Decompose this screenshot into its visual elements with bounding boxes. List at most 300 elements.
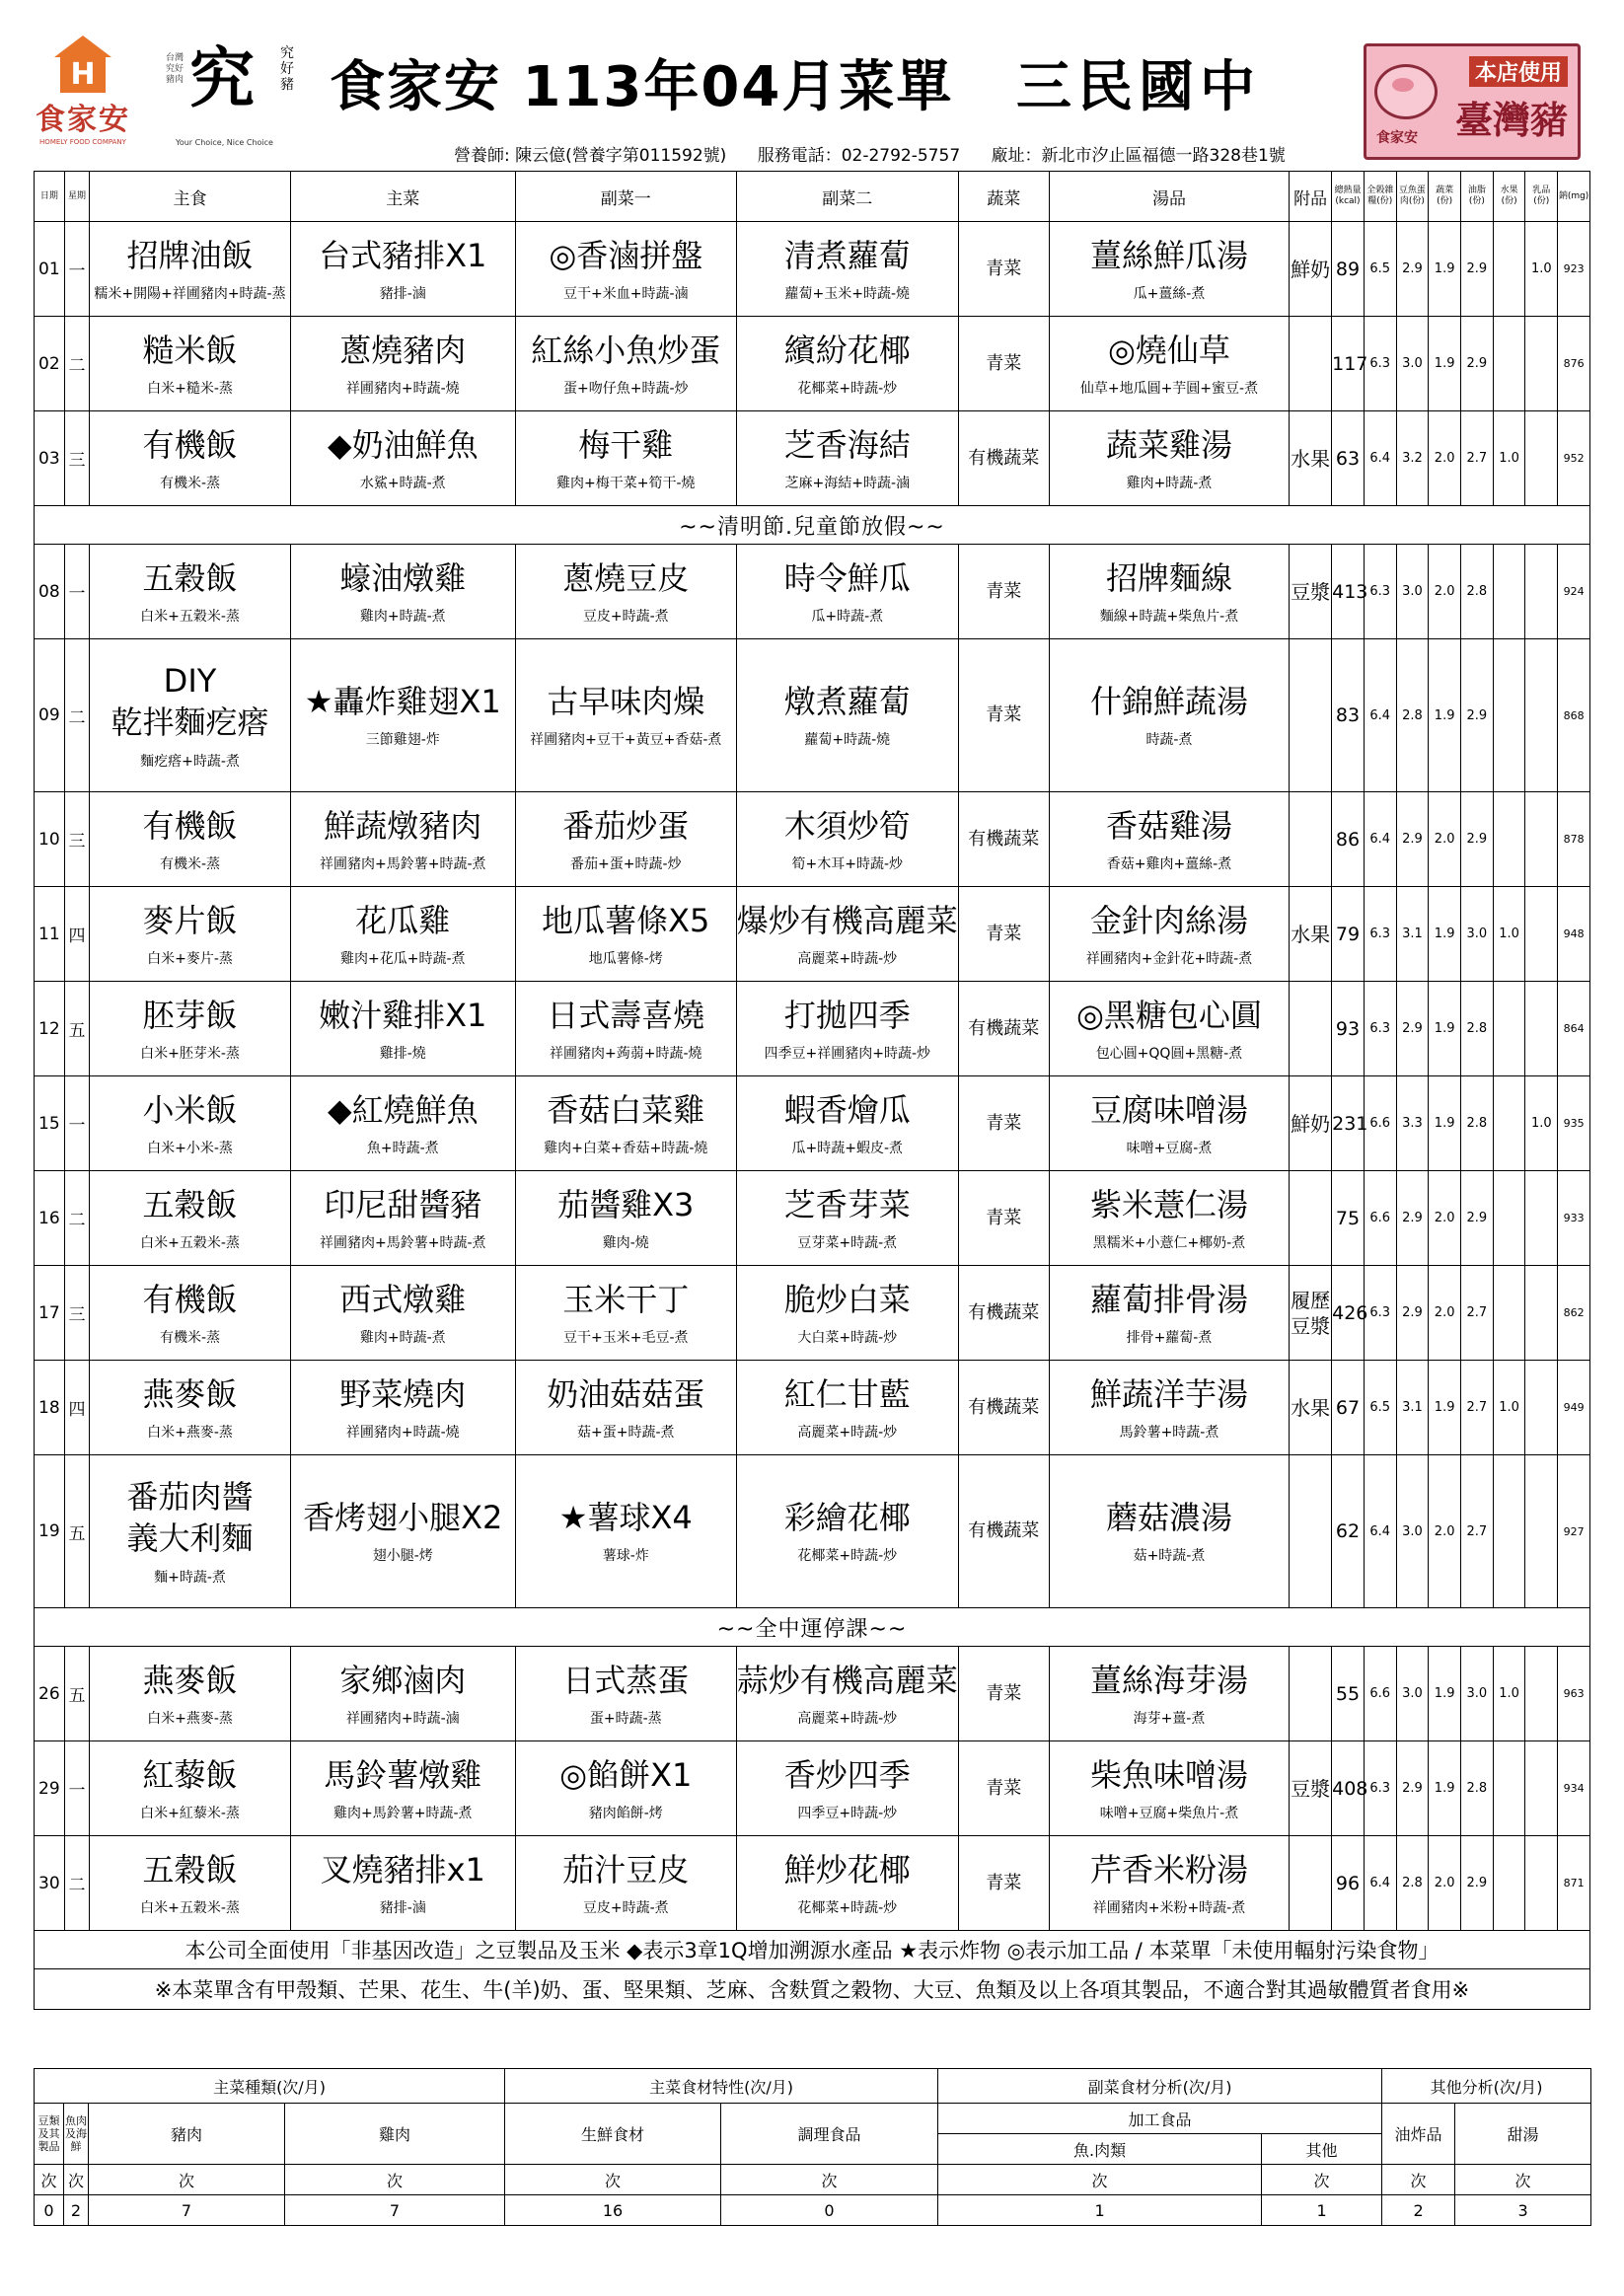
- side1-dish: 茄醬雞X3: [557, 1185, 695, 1223]
- row-soup: [1049, 1076, 1289, 1171]
- menu-day-row: [35, 887, 1590, 982]
- main-dish: 蔥燒豬肉: [339, 331, 467, 369]
- row-side2: [736, 887, 958, 982]
- summary-fried: 油炸品: [1382, 2104, 1455, 2165]
- row-nutrient: 1.0: [1525, 222, 1558, 317]
- row-vegetable: 青菜: [958, 1647, 1049, 1741]
- row-nutrient: [1525, 411, 1558, 506]
- row-main: [290, 545, 515, 639]
- row-nutrient: 6.6: [1364, 1647, 1396, 1741]
- row-nutrient: 2.9: [1461, 792, 1494, 887]
- soup-dish: 蘑菇濃湯: [1105, 1499, 1232, 1536]
- row-sodium: 862: [1558, 1266, 1590, 1361]
- col-vegs: 蔬菜(份): [1429, 172, 1461, 222]
- main-dish: ★轟炸雞翅X1: [304, 683, 501, 720]
- row-date: 15: [35, 1076, 65, 1171]
- row-weekday: 五: [64, 982, 90, 1076]
- col-oil: 油脂(份): [1461, 172, 1494, 222]
- summary-value: 7: [89, 2195, 285, 2226]
- row-nutrient: 2.9: [1396, 792, 1429, 887]
- row-nutrient: [1525, 1647, 1558, 1741]
- row-side1: [515, 1836, 736, 1931]
- soup-ingredients: 包心圓+QQ圓+黑糖-煮: [1095, 1045, 1243, 1062]
- brand-side-text: 台灣究好豬肉: [166, 53, 185, 85]
- row-nutrient: [1493, 982, 1525, 1076]
- row-weekday: 二: [64, 1171, 90, 1266]
- side1-dish: 古早味肉燥: [547, 683, 705, 720]
- row-weekday: 二: [64, 317, 90, 411]
- soup-ingredients: 雞肉+時蔬-煮: [1126, 475, 1213, 491]
- row-kcal: 426: [1332, 1266, 1365, 1361]
- main-dish: 野菜燒肉: [339, 1374, 467, 1413]
- summary-value: 1: [1262, 2195, 1382, 2226]
- row-vegetable: 有機蔬菜: [958, 411, 1049, 506]
- summary-unit: 次: [285, 2165, 505, 2195]
- row-nutrient: 3.0: [1396, 1647, 1429, 1741]
- summary-dessert: 甜湯: [1455, 2104, 1591, 2165]
- row-soup: [1049, 792, 1289, 887]
- row-sodium: 963: [1558, 1647, 1590, 1741]
- menu-day-row: [35, 1836, 1590, 1931]
- row-nutrient: 1.9: [1429, 887, 1461, 982]
- row-extra: 豆漿: [1290, 1741, 1332, 1836]
- row-nutrient: 3.3: [1396, 1076, 1429, 1171]
- footer-note-2: ※本菜單含有甲殼類、芒果、花生、牛(羊)奶、蛋、堅果類、芝麻、含麩質之穀物、大豆、魚類及以上各項其製品，不適合對其過敏體質者食用※: [35, 1969, 1590, 2010]
- row-extra: [1290, 792, 1332, 887]
- row-side1: [515, 1741, 736, 1836]
- menu-day-row: [35, 222, 1590, 317]
- row-nutrient: 2.8: [1461, 545, 1494, 639]
- row-nutrient: 2.9: [1396, 1171, 1429, 1266]
- row-date: 17: [35, 1266, 65, 1361]
- menu-day-row: [35, 982, 1590, 1076]
- row-nutrient: 1.0: [1493, 1647, 1525, 1741]
- row-date: 11: [35, 887, 65, 982]
- column-headers: [35, 172, 1590, 222]
- row-staple: [90, 1171, 291, 1266]
- row-main: [290, 317, 515, 411]
- soup-dish: ◎黑糖包心圓: [1076, 996, 1262, 1034]
- main-ingredients: 祥圃豬肉+馬鈴薯+時蔬-煮: [320, 855, 486, 872]
- row-nutrient: 2.0: [1429, 1836, 1461, 1931]
- row-nutrient: 6.4: [1364, 1836, 1396, 1931]
- row-nutrient: 2.9: [1461, 222, 1494, 317]
- staple-ingredients: 白米+燕麥-蒸: [147, 1424, 233, 1441]
- row-sodium: 927: [1558, 1455, 1590, 1608]
- row-sodium: 935: [1558, 1076, 1590, 1171]
- row-nutrient: [1493, 1836, 1525, 1931]
- side1-dish: 地瓜薯條X5: [542, 901, 710, 939]
- col-soup: 湯品: [1049, 172, 1289, 222]
- row-staple: [90, 1455, 291, 1608]
- row-soup: [1049, 1455, 1289, 1608]
- side2-ingredients: 花椰菜+時蔬-炒: [797, 1899, 898, 1916]
- side1-ingredients: 蛋+時蔬-蒸: [589, 1710, 662, 1727]
- row-nutrient: [1493, 545, 1525, 639]
- row-nutrient: 2.7: [1461, 1361, 1494, 1455]
- row-kcal: 93: [1332, 982, 1365, 1076]
- row-nutrient: [1525, 1266, 1558, 1361]
- side1-dish: 奶油菇菇蛋: [547, 1374, 705, 1413]
- soup-ingredients: 馬鈴薯+時蔬-煮: [1119, 1424, 1219, 1441]
- staple-ingredients: 白米+燕麥-蒸: [147, 1710, 233, 1727]
- main-ingredients: 三節雞翅-炸: [365, 732, 440, 748]
- side2-dish: 繽紛花椰: [783, 331, 911, 369]
- row-extra: [1290, 982, 1332, 1076]
- main-ingredients: 翅小腿-烤: [372, 1548, 433, 1564]
- row-vegetable: 青菜: [958, 639, 1049, 792]
- side2-dish: 木須炒筍: [783, 806, 911, 845]
- side1-ingredients: 菇+蛋+時蔬-煮: [577, 1424, 675, 1441]
- row-nutrient: 1.0: [1493, 411, 1525, 506]
- summary-unit: 次: [938, 2165, 1262, 2195]
- row-nutrient: [1525, 1171, 1558, 1266]
- row-date: 19: [35, 1455, 65, 1608]
- row-vegetable: 青菜: [958, 887, 1049, 982]
- row-weekday: 三: [64, 1266, 90, 1361]
- row-nutrient: 2.9: [1396, 222, 1429, 317]
- row-date: 10: [35, 792, 65, 887]
- row-nutrient: 2.7: [1461, 411, 1494, 506]
- row-date: 26: [35, 1647, 65, 1741]
- side2-ingredients: 芝麻+海結+時蔬-滷: [784, 475, 911, 491]
- summary-unit: 次: [89, 2165, 285, 2195]
- col-main: 主菜: [290, 172, 515, 222]
- summary-value: 16: [505, 2195, 721, 2226]
- row-side1: [515, 1266, 736, 1361]
- side1-dish: ◎香滷拼盤: [549, 236, 703, 274]
- row-nutrient: 2.0: [1429, 792, 1461, 887]
- row-nutrient: [1493, 1171, 1525, 1266]
- main-dish: ◆奶油鮮魚: [327, 425, 479, 464]
- row-nutrient: 2.9: [1396, 1266, 1429, 1361]
- staple-ingredients: 麵+時蔬-煮: [154, 1570, 226, 1586]
- row-nutrient: [1493, 222, 1525, 317]
- staple-dish: 五穀飯: [142, 1185, 238, 1223]
- col-weekday: 星期: [64, 172, 90, 222]
- footer-note-1: 本公司全面使用「非基因改造」之豆製品及玉米 ◆表示3章1Q增加溯源水產品 ★表示炸物 ◎表示加工品 / 本菜單「未使用輻射污染食物」: [35, 1931, 1590, 1969]
- row-nutrient: 1.9: [1429, 1741, 1461, 1836]
- row-nutrient: 3.2: [1396, 411, 1429, 506]
- side2-ingredients: 蘿蔔+時蔬-燒: [804, 732, 891, 748]
- side1-ingredients: 番茄+蛋+時蔬-炒: [570, 855, 682, 872]
- row-nutrient: 2.0: [1429, 411, 1461, 506]
- side1-dish: 番茄炒蛋: [562, 806, 690, 845]
- summary-fishmeat: 魚.肉類: [938, 2134, 1262, 2165]
- soup-dish: 薑絲海芽湯: [1089, 1661, 1248, 1699]
- summary-value: 2: [64, 2195, 89, 2226]
- staple-line: 義大利麵: [126, 1519, 254, 1557]
- row-staple: [90, 1361, 291, 1455]
- summary-values: [35, 2195, 1591, 2226]
- side1-ingredients: 豆皮+時蔬-煮: [582, 608, 669, 625]
- staple-ingredients: 有機米-蒸: [159, 855, 221, 872]
- row-vegetable: 青菜: [958, 1171, 1049, 1266]
- main-ingredients: 豬排-滷: [379, 1899, 426, 1916]
- row-nutrient: 1.9: [1429, 317, 1461, 411]
- staple-dish: 燕麥飯: [142, 1661, 238, 1699]
- row-nutrient: 2.0: [1429, 1171, 1461, 1266]
- row-extra: 水果: [1290, 1361, 1332, 1455]
- main-dish: 馬鈴薯燉雞: [324, 1755, 482, 1794]
- main-ingredients: 雞肉+時蔬-煮: [359, 1329, 446, 1346]
- row-nutrient: 2.0: [1429, 1266, 1461, 1361]
- side2-dish: 時令鮮瓜: [783, 558, 911, 597]
- summary-prepared: 調理食品: [721, 2104, 938, 2165]
- menu-day-row: [35, 411, 1590, 506]
- soup-ingredients: 仙草+地瓜圓+芋圓+蜜豆-煮: [1079, 380, 1259, 397]
- row-side2: [736, 1076, 958, 1171]
- main-ingredients: 雞肉+花瓜+時蔬-煮: [340, 950, 466, 967]
- row-main: [290, 222, 515, 317]
- main-dish: 西式燉雞: [339, 1280, 467, 1318]
- side1-dish: 茄汁豆皮: [562, 1850, 690, 1889]
- main-dish: 印尼甜醬豬: [324, 1185, 482, 1223]
- row-extra: [1290, 1455, 1332, 1608]
- summary-group-ingredient: 主菜食材特性(次/月): [505, 2069, 938, 2104]
- row-side1: [515, 545, 736, 639]
- row-side2: [736, 1171, 958, 1266]
- soup-dish: ◎燒仙草: [1108, 331, 1230, 369]
- badge-logo: 食家安: [1376, 130, 1418, 146]
- row-date: 29: [35, 1741, 65, 1836]
- summary-table: [34, 2068, 1591, 2226]
- row-soup: [1049, 887, 1289, 982]
- row-side1: [515, 411, 736, 506]
- summary-value: 7: [285, 2195, 505, 2226]
- main-dish: 蠔油燉雞: [339, 558, 467, 597]
- row-soup: [1049, 1741, 1289, 1836]
- row-side1: [515, 1076, 736, 1171]
- taiwan-pork-badge: [1364, 43, 1581, 160]
- row-extra: [1290, 1836, 1332, 1931]
- side2-ingredients: 高麗菜+時蔬-炒: [797, 950, 898, 967]
- side2-dish: 蒜炒有機高麗菜: [736, 1661, 958, 1699]
- row-nutrient: 3.1: [1396, 1361, 1429, 1455]
- row-nutrient: [1525, 792, 1558, 887]
- row-soup: [1049, 1266, 1289, 1361]
- pig-icon: [1374, 64, 1438, 119]
- main-dish: 嫩汁雞排X1: [319, 996, 487, 1034]
- summary-value: 0: [35, 2195, 64, 2226]
- staple-ingredients: 白米+小米-蒸: [147, 1140, 233, 1156]
- row-nutrient: 1.9: [1429, 639, 1461, 792]
- soup-dish: 紫米薏仁湯: [1089, 1185, 1248, 1223]
- row-nutrient: 2.7: [1461, 1266, 1494, 1361]
- row-nutrient: 1.0: [1525, 1076, 1558, 1171]
- row-soup: [1049, 639, 1289, 792]
- side1-ingredients: 雞肉+梅干菜+筍干-燒: [556, 475, 696, 491]
- main-ingredients: 雞肉+馬鈴薯+時蔬-煮: [333, 1805, 473, 1821]
- soup-ingredients: 黑糯米+小薏仁+椰奶-煮: [1092, 1234, 1246, 1251]
- soup-ingredients: 菇+時蔬-煮: [1133, 1548, 1206, 1564]
- company-logo: H 食家安 HOMELY FOOD COMPANY: [34, 36, 132, 152]
- row-soup: [1049, 222, 1289, 317]
- staple-dish: [90, 660, 290, 743]
- row-side2: [736, 545, 958, 639]
- row-nutrient: [1493, 1266, 1525, 1361]
- menu-day-row: [35, 639, 1590, 792]
- summary-unit: 次: [1382, 2165, 1455, 2195]
- col-dairy: 乳品(份): [1525, 172, 1558, 222]
- side1-ingredients: 豆干+玉米+毛豆-煮: [563, 1329, 689, 1346]
- row-staple: [90, 887, 291, 982]
- row-vegetable: 有機蔬菜: [958, 792, 1049, 887]
- menu-day-row: [35, 1076, 1590, 1171]
- side2-ingredients: 花椰菜+時蔬-炒: [797, 380, 898, 397]
- row-nutrient: 2.9: [1461, 1171, 1494, 1266]
- side2-dish: 鮮炒花椰: [783, 1850, 911, 1889]
- row-staple: [90, 792, 291, 887]
- row-vegetable: 有機蔬菜: [958, 1266, 1049, 1361]
- holiday-banner: ~~全中運停課~~: [35, 1608, 1590, 1647]
- row-staple: [90, 222, 291, 317]
- row-staple: [90, 317, 291, 411]
- row-nutrient: 6.3: [1364, 887, 1396, 982]
- staple-ingredients: 有機米-蒸: [159, 475, 221, 491]
- main-dish: 花瓜雞: [355, 901, 451, 939]
- summary-processed: 加工食品: [938, 2104, 1382, 2134]
- row-sodium: 871: [1558, 1836, 1590, 1931]
- row-nutrient: 3.1: [1396, 887, 1429, 982]
- staple-ingredients: 白米+糙米-蒸: [147, 380, 233, 397]
- side1-ingredients: 蛋+吻仔魚+時蔬-炒: [563, 380, 689, 397]
- row-nutrient: [1493, 317, 1525, 411]
- row-sodium: 876: [1558, 317, 1590, 411]
- row-side1: [515, 1361, 736, 1455]
- row-soup: [1049, 545, 1289, 639]
- staple-dish: 麥片飯: [142, 901, 238, 939]
- row-extra: 鮮奶: [1290, 1076, 1332, 1171]
- row-side2: [736, 982, 958, 1076]
- row-main: [290, 1361, 515, 1455]
- logo-name: 食家安: [36, 103, 130, 137]
- summary-other: 其他: [1262, 2134, 1382, 2165]
- soup-dish: 蘿蔔排骨湯: [1089, 1280, 1248, 1318]
- soup-ingredients: 排骨+蘿蔔-煮: [1126, 1329, 1213, 1346]
- side1-ingredients: 地瓜薯條-烤: [588, 950, 663, 967]
- col-side1: 副菜一: [515, 172, 736, 222]
- row-nutrient: 6.3: [1364, 545, 1396, 639]
- summary-value: 0: [721, 2195, 938, 2226]
- row-nutrient: 2.9: [1396, 982, 1429, 1076]
- summary-group-side: 副菜食材分析(次/月): [938, 2069, 1382, 2104]
- staple-dish: 有機飯: [142, 425, 238, 464]
- pork-brand-logo: [166, 39, 324, 156]
- side1-dish: 日式蒸蛋: [562, 1661, 690, 1699]
- main-ingredients: 祥圃豬肉+馬鈴薯+時蔬-煮: [320, 1234, 486, 1251]
- col-sodium: 鈉(mg): [1558, 172, 1590, 222]
- row-nutrient: 6.4: [1364, 639, 1396, 792]
- row-sodium: 923: [1558, 222, 1590, 317]
- soup-ingredients: 時蔬-煮: [1145, 732, 1193, 748]
- row-extra: 水果: [1290, 887, 1332, 982]
- side2-ingredients: 瓜+時蔬-煮: [811, 608, 884, 625]
- soup-ingredients: 瓜+薑絲-煮: [1133, 285, 1206, 302]
- staple-dish: 胚芽飯: [142, 996, 238, 1034]
- summary-soy: 豆類及其製品: [35, 2104, 64, 2165]
- side2-ingredients: 筍+木耳+時蔬-炒: [791, 855, 904, 872]
- col-grain: 全榖雜糧(份): [1364, 172, 1396, 222]
- row-staple: [90, 982, 291, 1076]
- row-nutrient: [1525, 639, 1558, 792]
- menu-day-row: [35, 317, 1590, 411]
- summary-unit: 次: [64, 2165, 89, 2195]
- row-nutrient: 2.7: [1461, 1455, 1494, 1608]
- row-side2: [736, 317, 958, 411]
- staple-ingredients: 白米+五穀米-蒸: [140, 1899, 240, 1916]
- row-sodium: 952: [1558, 411, 1590, 506]
- row-vegetable: 有機蔬菜: [958, 1455, 1049, 1608]
- row-nutrient: 1.9: [1429, 1361, 1461, 1455]
- side1-ingredients: 雞肉+白菜+香菇+時蔬-燒: [544, 1140, 708, 1156]
- row-kcal: 86: [1332, 792, 1365, 887]
- staple-ingredients: 白米+五穀米-蒸: [140, 608, 240, 625]
- row-nutrient: [1525, 1836, 1558, 1931]
- row-sodium: 934: [1558, 1741, 1590, 1836]
- side2-dish: 蝦香燴瓜: [783, 1090, 911, 1129]
- soup-ingredients: 麵線+時蔬+柴魚片-煮: [1099, 608, 1239, 625]
- row-nutrient: 2.9: [1396, 1741, 1429, 1836]
- side2-dish: 燉煮蘿蔔: [783, 683, 911, 720]
- row-soup: [1049, 317, 1289, 411]
- row-weekday: 五: [64, 1647, 90, 1741]
- row-weekday: 四: [64, 1361, 90, 1455]
- row-soup: [1049, 411, 1289, 506]
- row-nutrient: 6.4: [1364, 411, 1396, 506]
- row-nutrient: 3.0: [1396, 545, 1429, 639]
- soup-ingredients: 香菇+雞肉+薑絲-煮: [1106, 855, 1232, 872]
- row-kcal: 231: [1332, 1076, 1365, 1171]
- summary-group-main-type: 主菜種類(次/月): [35, 2069, 505, 2104]
- soup-dish: 蔬菜雞湯: [1105, 425, 1232, 464]
- brand-tagline: Your Choice, Nice Choice: [176, 138, 273, 147]
- row-staple: [90, 1266, 291, 1361]
- row-side1: [515, 887, 736, 982]
- row-nutrient: 2.9: [1461, 1836, 1494, 1931]
- row-nutrient: 6.3: [1364, 1266, 1396, 1361]
- row-soup: [1049, 982, 1289, 1076]
- side1-dish: 蔥燒豆皮: [562, 558, 690, 597]
- row-staple: [90, 1647, 291, 1741]
- row-side2: [736, 222, 958, 317]
- row-nutrient: 2.0: [1429, 545, 1461, 639]
- summary-unit: 次: [1262, 2165, 1382, 2195]
- row-nutrient: [1525, 317, 1558, 411]
- row-weekday: 一: [64, 1741, 90, 1836]
- col-veg: 蔬菜: [958, 172, 1049, 222]
- row-side2: [736, 1647, 958, 1741]
- main-ingredients: 祥圃豬肉+時蔬-燒: [345, 1424, 460, 1441]
- row-main: [290, 1076, 515, 1171]
- side2-ingredients: 四季豆+時蔬-炒: [797, 1805, 898, 1821]
- row-vegetable: 青菜: [958, 317, 1049, 411]
- soup-dish: 招牌麵線: [1105, 558, 1232, 597]
- summary-value: 3: [1455, 2195, 1591, 2226]
- row-date: 16: [35, 1171, 65, 1266]
- menu-day-row: [35, 1171, 1590, 1266]
- side2-dish: 清煮蘿蔔: [783, 236, 911, 274]
- row-nutrient: 3.0: [1396, 1455, 1429, 1608]
- summary-unit: 次: [721, 2165, 938, 2195]
- address: 廠址：新北市汐止區福德一路328巷1號: [991, 146, 1286, 166]
- side2-dish: 彩繪花椰: [783, 1499, 911, 1536]
- pig-nose-icon: [1392, 78, 1414, 92]
- row-main: [290, 1266, 515, 1361]
- row-nutrient: [1525, 1361, 1558, 1455]
- menu-day-row: [35, 792, 1590, 887]
- side1-ingredients: 祥圃豬肉+蒟蒻+時蔬-燒: [550, 1045, 702, 1062]
